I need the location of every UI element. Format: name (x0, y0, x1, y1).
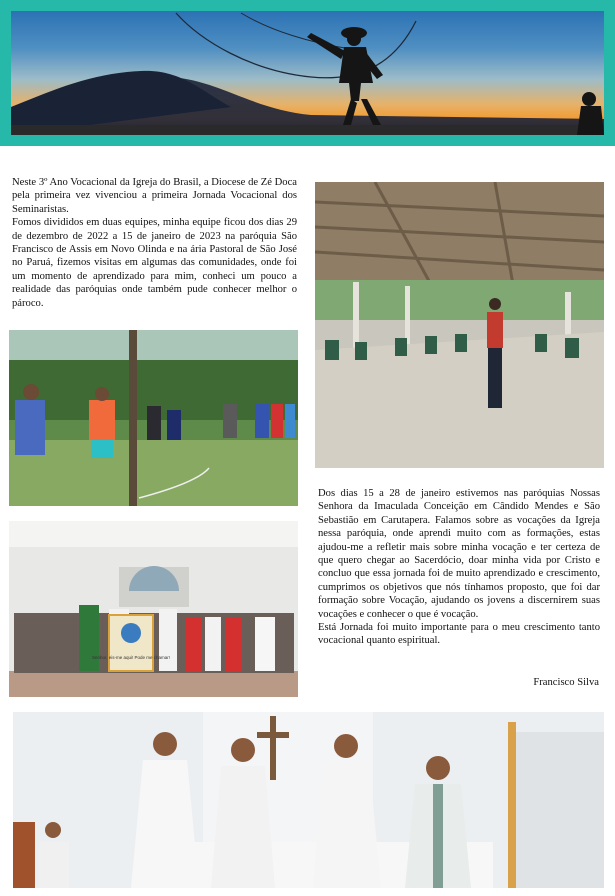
banner-photo-fisherman-sunset (11, 11, 604, 135)
photo-church-group (9, 521, 298, 697)
paragraph-2: Fomos divididos em duas equipes, minha equipe ficou dos dias 29 de dezembro de 2022 a 15 de janeiro de 2023 na paróquia São Francisco de Assis em Novo Olinda e na ária Pastoral de São José no Paruá, fizemos visitas em algumas das comunidades, onde foi um momento de aprendizado para mim, conheci um pouco a realidade das paróquias onde também pude conhecer melhor o pároco. (12, 217, 297, 309)
photo-team-outdoors (9, 330, 298, 506)
paragraph-3: Dos dias 15 a 28 de janeiro estivemos nas paróquias Nossas Senhora da Imaculada Conceição em Cândido Mendes e São Sebastião em Carutapera. Falamos sobre as vocações da Igreja nessa paróquia, onde aprendi muito com as formações, estas ajudou-me a refletir mais sobre minha vocação e ter certeza de que quero chegar ao Sacerdócio, doar minha vida por Cristo e concluo que essa jornada foi de muito aprendizado e crescimento, cumprimos os objetivos que nós tínhamos proposto, que foi dar formação sobre Vocação, ajudando os jovens a discernirem suas vocações e conhecer o que é vocação. (318, 488, 600, 620)
signature: Francisco Silva (533, 677, 599, 688)
intro-text (12, 176, 297, 310)
paragraph-4: Está Jornada foi muito importante para o meu crescimento tanto vocacional quanto espiritual. (318, 622, 600, 647)
photo-seminarians-altar (13, 712, 604, 888)
photo-pavilion-gathering (315, 182, 604, 468)
journey-text (318, 487, 600, 648)
banner-sign-text: Senhor, eis-me aqui! Pode me chamar! (91, 655, 171, 660)
paragraph-1: Neste 3º Ano Vocacional da Igreja do Brasil, a Diocese de Zé Doca pela primeira vez vivenciou a primeira Jornada Vocacional dos Seminaristas. (12, 177, 297, 215)
